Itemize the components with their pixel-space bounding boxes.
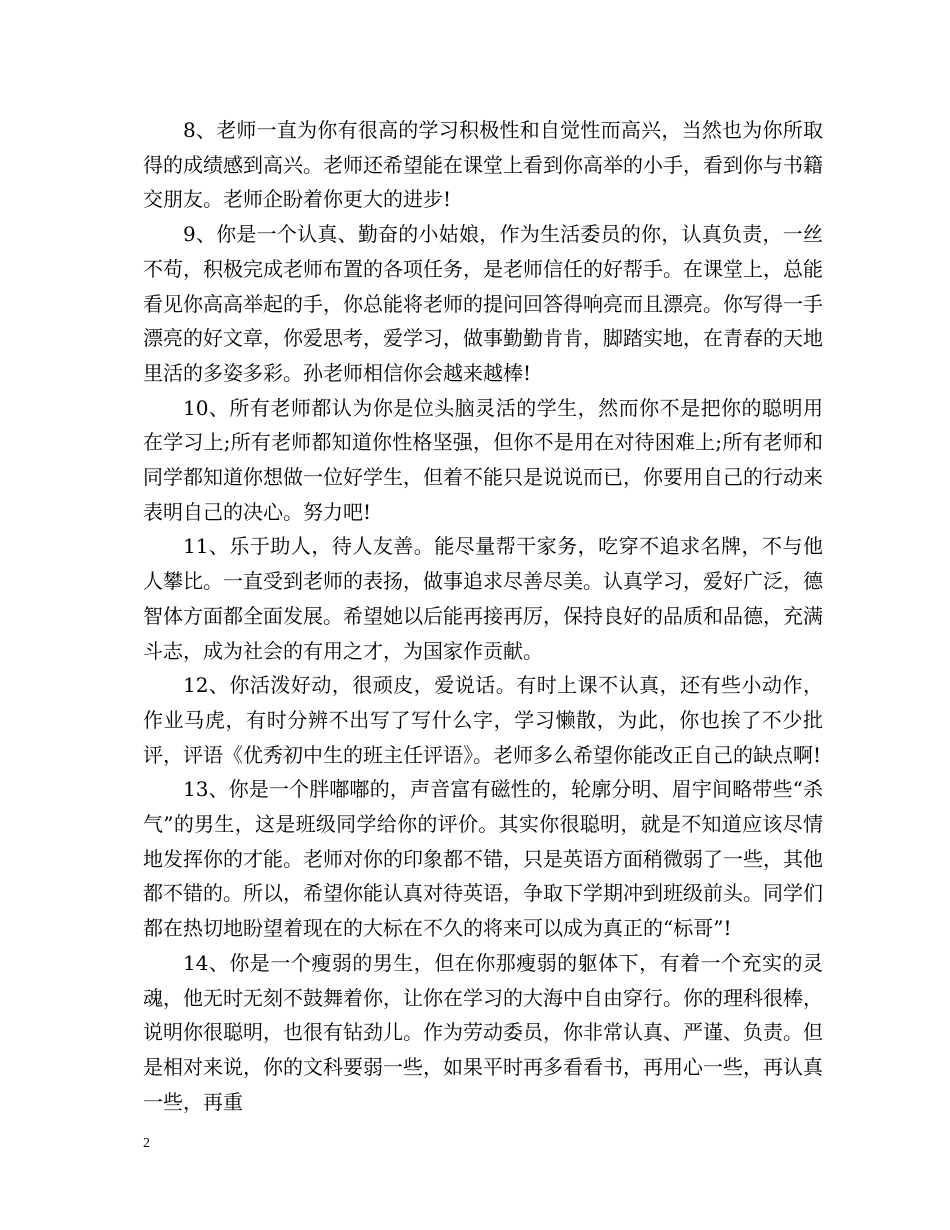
paragraph-comment-8: 8、老师一直为你有很高的学习积极性和自觉性而高兴，当然也为你所取得的成绩感到高兴。老师还希望能在课堂上看到你高举的小手，看到你与书籍交朋友。老师企盼着你更大的进步! [143, 118, 823, 212]
document-body [143, 113, 823, 1119]
paragraph-comment-10: 10、所有老师都认为你是位头脑灵活的学生，然而你不是把你的聪明用在学习上;所有老师都知道你性格坚强，但你不是用在对待困难上;所有老师和同学都知道你想做一位好学生，但着不能只是说说而已，你要用自己的行动来表明自己的决心。努力吧! [143, 395, 823, 524]
page-number: 2 [143, 1136, 150, 1151]
paragraph-comment-14: 14、你是一个瘦弱的男生，但在你那瘦弱的躯体下，有着一个充实的灵魂，他无时无刻不鼓舞着你，让你在学习的大海中自由穿行。你的理科很棒，说明你很聪明，也很有钻劲儿。作为劳动委员，你非常认真、严谨、负责。但是相对来说，你的文科要弱一些，如果平时再多看看书，再用心一些，再认真一些，再重 [143, 950, 823, 1114]
paragraph-comment-12: 12、你活泼好动，很顽皮，爱说话。有时上课不认真，还有些小动作，作业马虎，有时分辨不出写了写什么字，学习懒散，为此，你也挨了不少批评，评语《优秀初中生的班主任评语》。老师多么希望你能改正自己的缺点啊! [143, 673, 823, 767]
paragraph-comment-13: 13、你是一个胖嘟嘟的，声音富有磁性的，轮廓分明、眉宇间略带些“杀气”的男生，这是班级同学给你的评价。其实你很聪明，就是不知道应该尽情地发挥你的才能。老师对你的印象都不错，只是英语方面稍微弱了一些，其他都不错的。所以，希望你能认真对待英语，争取下学期冲到班级前头。同学们都在热切地盼望着现在的大标在不久的将来可以成为真正的“标哥”! [143, 777, 823, 941]
paragraph-comment-9: 9、你是一个认真、勤奋的小姑娘，作为生活委员的你，认真负责，一丝不苟，积极完成老师布置的各项任务，是老师信任的好帮手。在课堂上，总能看见你高高举起的手，你总能将老师的提问回答得响亮而且漂亮。你写得一手漂亮的好文章，你爱思考，爱学习，做事勤勤肯肯，脚踏实地，在青春的天地里活的多姿多彩。孙老师相信你会越来越棒! [143, 222, 823, 385]
paragraph-comment-11: 11、乐于助人，待人友善。能尽量帮干家务，吃穿不追求名牌，不与他人攀比。一直受到老师的表扬，做事追求尽善尽美。认真学习，爱好广泛，德智体方面都全面发展。希望她以后能再接再厉，保持良好的品质和品德，充满斗志，成为社会的有用之才，为国家作贡献。 [143, 534, 823, 663]
